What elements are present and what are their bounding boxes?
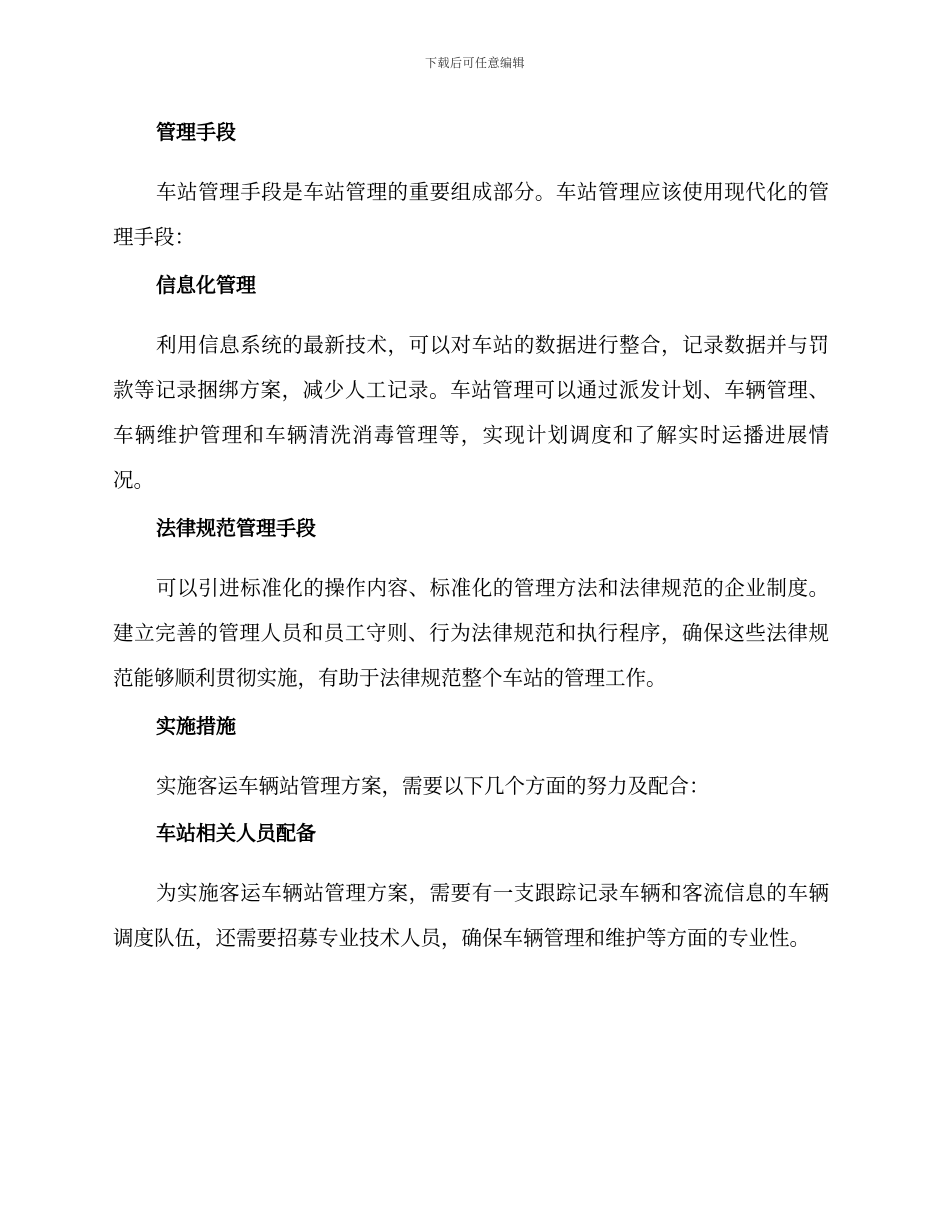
document-body (113, 108, 829, 971)
section-paragraph-legal-norms: 可以引进标准化的操作内容、标准化的管理方法和法律规范的企业制度。建立完善的管理人员和员工守则、行为法律规范和执行程序，确保这些法律规范能够顺利贯彻实施，有助于法律规范整个车站的管理工作。 (113, 575, 829, 691)
section-heading-legal-norms: 法律规范管理手段 (156, 515, 316, 540)
section-heading-implementation: 实施措施 (156, 713, 236, 738)
section-paragraph-staffing: 为实施客运车辆站管理方案，需要有一支跟踪记录车辆和客流信息的车辆调度队伍，还需要招募专业技术人员，确保车辆管理和维护等方面的专业性。 (113, 880, 829, 951)
section-heading-staffing: 车站相关人员配备 (156, 820, 316, 845)
section-paragraph-implementation: 实施客运车辆站管理方案，需要以下几个方面的努力及配合： (156, 773, 710, 798)
section-paragraph-informatization: 利用信息系统的最新技术，可以对车站的数据进行整合，记录数据并与罚款等记录捆绑方案，减少人工记录。车站管理可以通过派发计划、车辆管理、车辆维护管理和车辆清洗消毒管理等，实现计划调度和了解实时运播进展情况。 (113, 332, 829, 493)
section-paragraph-management-means: 车站管理手段是车站管理的重要组成部分。车站管理应该使用现代化的管理手段： (113, 180, 829, 250)
section-heading-management-means: 管理手段 (156, 120, 236, 144)
page-header: 下载后可任意编辑 (424, 56, 525, 70)
section-heading-informatization: 信息化管理 (156, 272, 256, 297)
